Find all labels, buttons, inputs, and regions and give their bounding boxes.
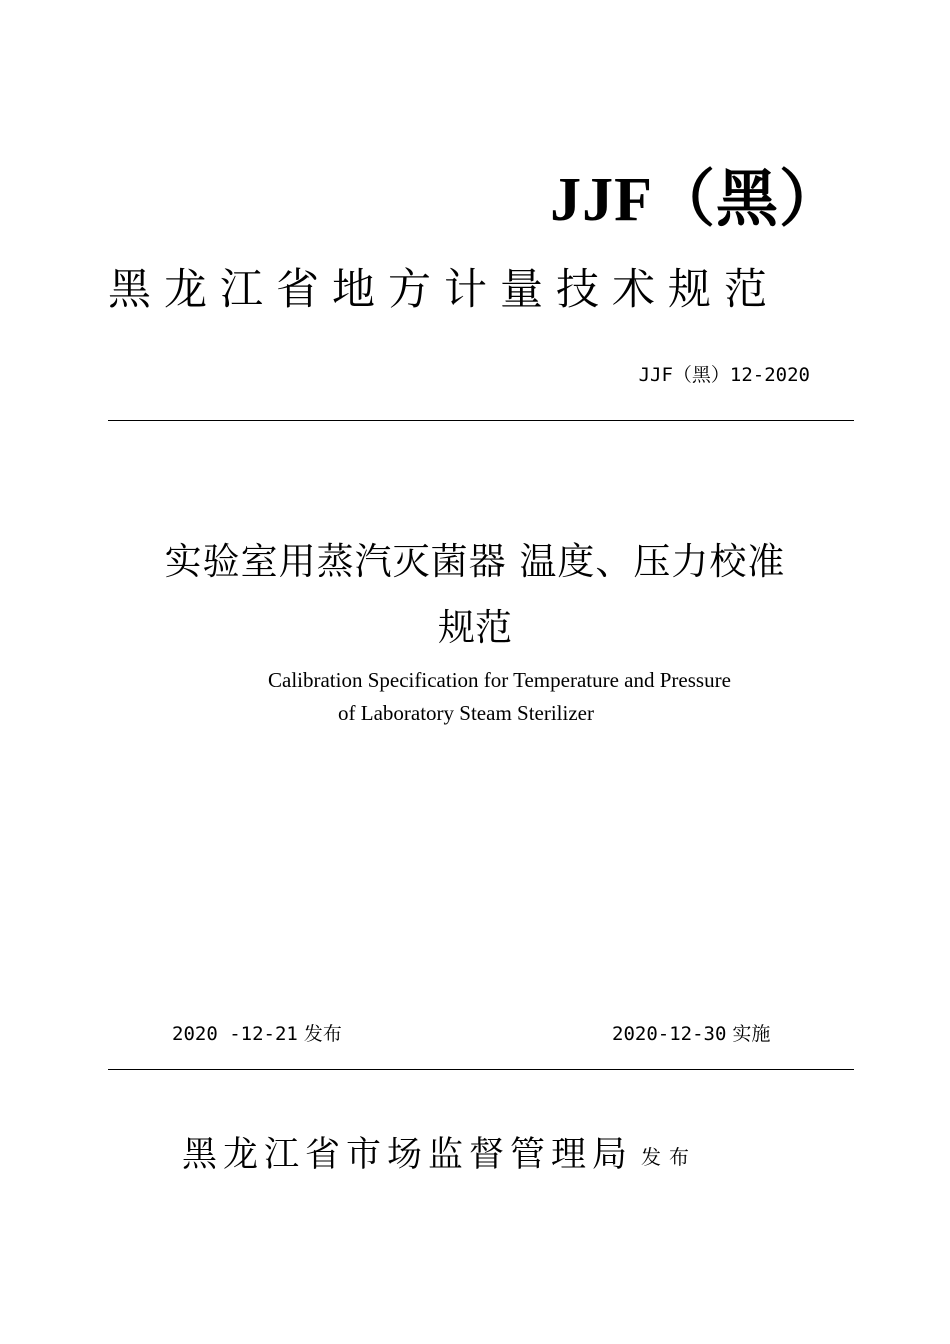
top-divider <box>108 420 854 421</box>
issue-date: 2020 -12-21 <box>172 1023 298 1045</box>
bottom-divider <box>108 1069 854 1070</box>
issue-date-row <box>172 1020 342 1048</box>
issuer <box>182 1126 697 1186</box>
series-code: JJF（黑） <box>550 166 842 234</box>
issuer-suffix: 发布 <box>641 1145 698 1169</box>
implement-label: 实施 <box>732 1023 771 1045</box>
title-en-line1: Calibration Specification for Temperature and Pressure <box>268 668 731 692</box>
issuer-name: 黑龙江省市场监督管理局 <box>182 1135 634 1175</box>
series-name: 黑龙江省地方计量技术规范 <box>108 265 780 315</box>
title-en-line2: of Laboratory Steam Sterilizer <box>338 701 594 725</box>
title-cn-line2: 规范 <box>438 606 512 649</box>
standard-number: JJF（黑）12-2020 <box>638 364 810 386</box>
issue-label: 发布 <box>303 1023 342 1045</box>
implement-date-row <box>612 1020 770 1048</box>
implement-date: 2020-12-30 <box>612 1023 727 1045</box>
title-cn-line1: 实验室用蒸汽灭菌器 温度、压力校准 <box>164 540 786 583</box>
